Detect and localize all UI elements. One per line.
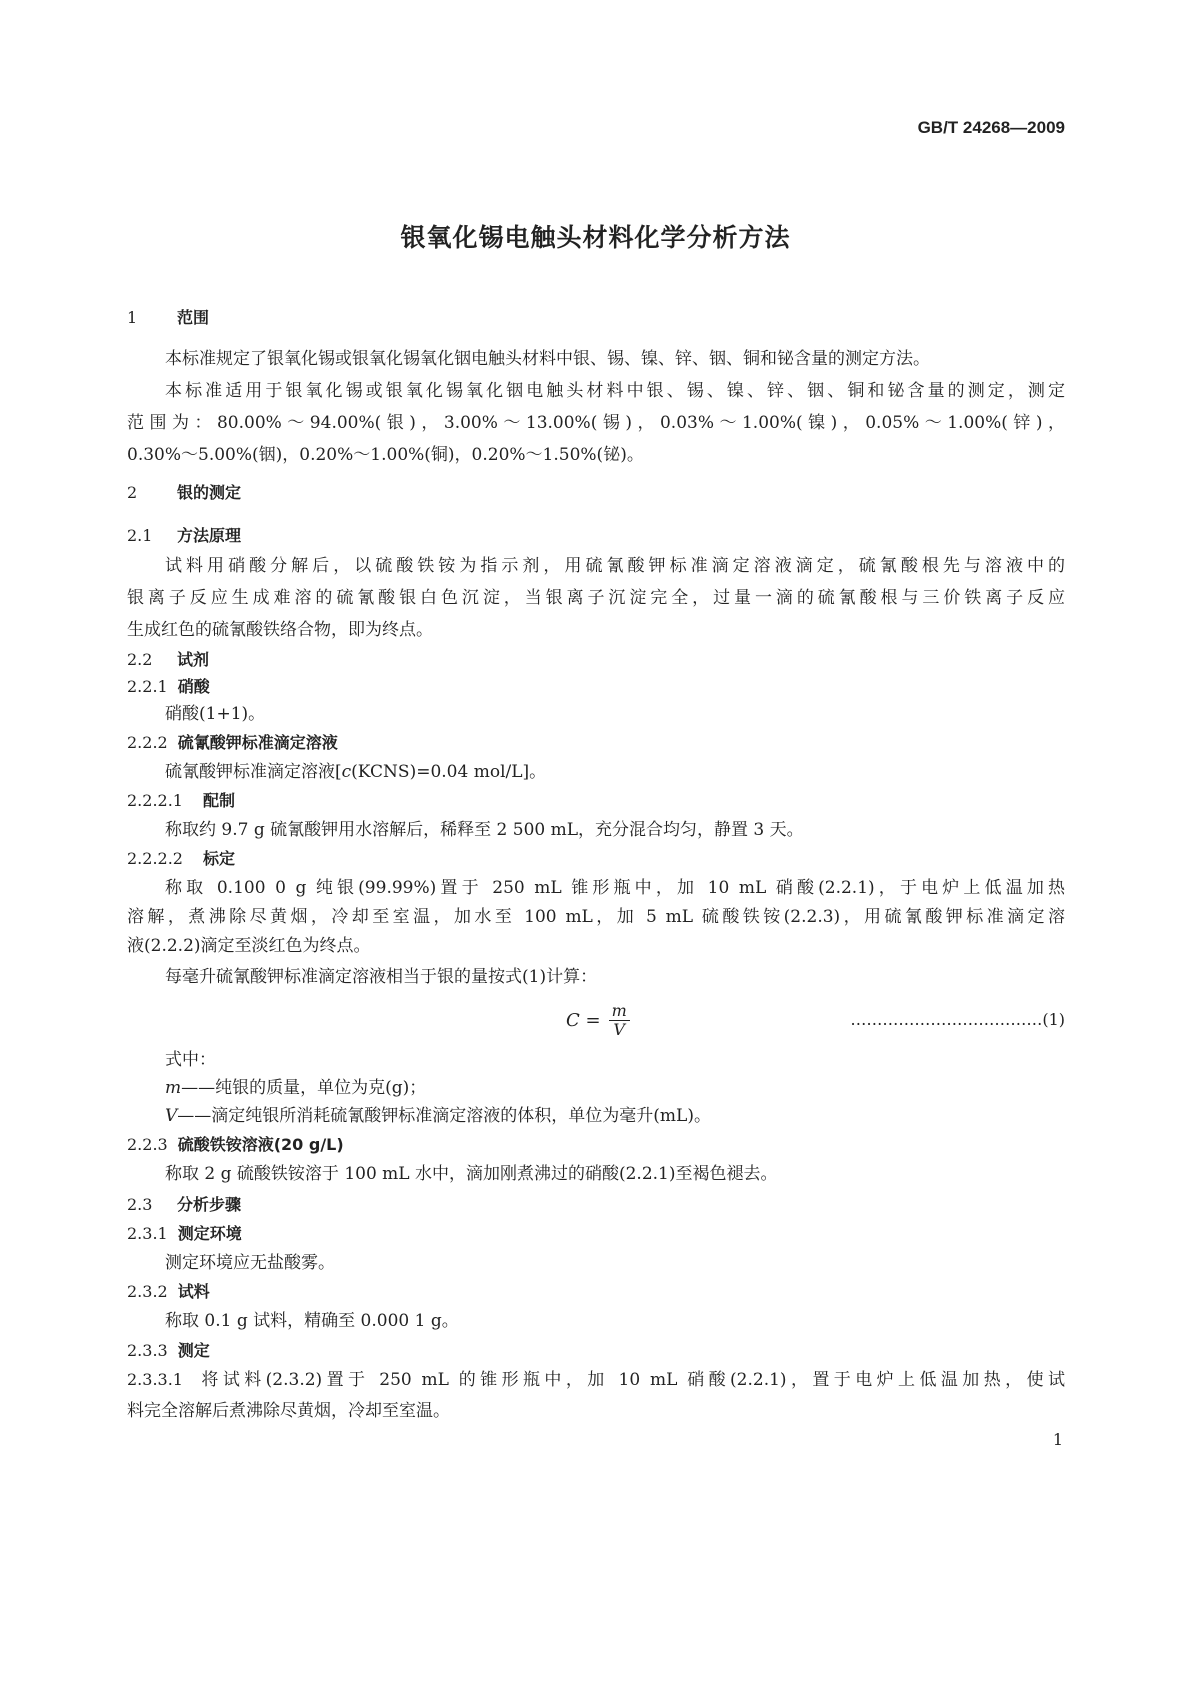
denominator: V xyxy=(613,1020,625,1039)
section-title: 范围 xyxy=(177,308,210,327)
section-number: 2.3.1 xyxy=(127,1224,168,1243)
paragraph xyxy=(165,761,1065,783)
section-number: 2 xyxy=(127,483,138,502)
section-title: 分析步骤 xyxy=(177,1195,242,1214)
section-number: 2.1 xyxy=(127,526,153,545)
section-2-3-heading xyxy=(127,1194,1065,1216)
section-number: 2.2.2 xyxy=(127,733,168,752)
section-number: 1 xyxy=(127,308,138,327)
section-title: 配制 xyxy=(203,791,236,810)
section-2-2-3-heading xyxy=(127,1134,1065,1156)
paragraph-line: 溶解，煮沸除尽黄烟，冷却至室温，加水至 100 mL，加 5 mL 硫酸铁铵(2.2.3)，用硫氰酸钾标准滴定溶 xyxy=(127,907,1065,927)
text: ——纯银的质量，单位为克(g)； xyxy=(181,1078,427,1098)
section-title: 测定 xyxy=(177,1341,210,1360)
section-title: 试料 xyxy=(177,1282,210,1301)
section-2-heading xyxy=(127,482,1065,504)
section-number: 2.3.3.1 xyxy=(127,1370,183,1389)
section-title: 标定 xyxy=(203,849,236,868)
formula-lhs: C = xyxy=(566,1010,601,1031)
section-2-2-2-1-heading xyxy=(127,790,1065,812)
symbol: m xyxy=(165,1078,182,1098)
paragraph: 测定环境应无盐酸雾。 xyxy=(165,1253,335,1273)
paragraph xyxy=(127,1369,1065,1391)
page-number: 1 xyxy=(1052,1430,1063,1449)
paragraph-line: 料完全溶解后煮沸除尽黄烟，冷却至室温。 xyxy=(127,1401,450,1421)
symbol: V xyxy=(165,1106,178,1126)
text: 硫氰酸钾标准滴定溶液[ xyxy=(165,762,342,782)
section-title: 硝酸 xyxy=(177,677,210,696)
where-label: 式中： xyxy=(165,1050,216,1070)
paragraph: 称取约 9.7 g 硫氰酸钾用水溶解后，稀释至 2 500 mL，充分混合均匀，静置 3 天。 xyxy=(165,820,804,840)
section-2-2-2-2-heading xyxy=(127,848,1065,870)
paragraph: 称取 0.1 g 试料，精确至 0.000 1 g。 xyxy=(165,1311,459,1331)
fraction xyxy=(609,1002,630,1039)
section-number: 2.2.2.2 xyxy=(127,849,183,868)
section-2-1-heading xyxy=(127,525,1065,547)
formula xyxy=(566,1002,630,1039)
section-number: 2.2.2.1 xyxy=(127,791,183,810)
paragraph: 称取 2 g 硫酸铁铵溶于 100 mL 水中，滴加刚煮沸过的硝酸(2.2.1)至褐色褪去。 xyxy=(165,1164,778,1184)
paragraph-line: 液(2.2.2)滴定至淡红色为终点。 xyxy=(127,936,371,956)
section-title: 硫酸铁铵溶液(20 g/L) xyxy=(177,1135,344,1154)
numerator: m xyxy=(609,1002,630,1021)
section-number: 2.2.3 xyxy=(127,1135,168,1154)
paragraph-line: 0.30%～5.00%(铟)，0.20%～1.00%(铜)，0.20%～1.50%(铋)。 xyxy=(127,445,644,465)
paragraph: 本标准适用于银氧化锡或银氧化锡氧化铟电触头材料中银、锡、镍、锌、铟、铜和铋含量的测定，测定 xyxy=(165,381,1065,401)
paragraph: 硝酸(1+1)。 xyxy=(165,704,266,724)
paragraph: 称取 0.100 0 g 纯银(99.99%)置于 250 mL 锥形瓶中，加 10 mL 硝酸(2.2.1)，于电炉上低温加热 xyxy=(165,878,1065,898)
section-number: 2.3.2 xyxy=(127,1282,168,1301)
section-2-3-1-heading xyxy=(127,1223,1065,1245)
section-number: 2.2 xyxy=(127,650,153,669)
text: 将试料(2.3.2)置于 250 mL 的锥形瓶中，加 10 mL 硝酸(2.2.1)，置于电炉上低温加热，使试 xyxy=(196,1370,1065,1390)
section-2-2-heading xyxy=(127,649,1065,671)
section-2-3-3-heading xyxy=(127,1340,1065,1362)
section-2-2-1-heading xyxy=(127,676,1065,698)
section-number: 2.3.3 xyxy=(127,1341,168,1360)
paragraph-line: 生成红色的硫氰酸铁络合物，即为终点。 xyxy=(127,620,433,640)
paragraph-line: 银离子反应生成难溶的硫氰酸银白色沉淀，当银离子沉淀完全，过量一滴的硫氰酸根与三价铁离子反应 xyxy=(127,588,1065,608)
variable-definition xyxy=(165,1077,1065,1099)
paragraph: 本标准规定了银氧化锡或银氧化锡氧化铟电触头材料中银、锡、镍、锌、铟、铜和铋含量的测定方法。 xyxy=(165,349,930,369)
section-2-3-2-heading xyxy=(127,1281,1065,1303)
paragraph: 每毫升硫氰酸钾标准滴定溶液相当于银的量按式(1)计算： xyxy=(165,967,598,987)
text: (KCNS)=0.04 mol/L]。 xyxy=(351,762,547,782)
section-title: 测定环境 xyxy=(177,1224,242,1243)
section-title: 方法原理 xyxy=(177,526,242,545)
section-title: 试剂 xyxy=(177,650,210,669)
symbol: c xyxy=(341,762,352,782)
paragraph: 试料用硝酸分解后，以硫酸铁铵为指示剂，用硫氰酸钾标准滴定溶液滴定，硫氰酸根先与溶液中的 xyxy=(165,556,1065,576)
section-number: 2.3 xyxy=(127,1195,153,1214)
equation-number: ………………………………(1) xyxy=(850,1010,1065,1029)
variable-definition xyxy=(165,1105,1065,1127)
section-2-2-2-heading xyxy=(127,732,1065,754)
section-title: 硫氰酸钾标准滴定溶液 xyxy=(177,733,338,752)
section-title: 银的测定 xyxy=(177,483,242,502)
section-1-heading xyxy=(127,307,1065,329)
document-title: 银氧化锡电触头材料化学分析方法 xyxy=(400,223,791,252)
paragraph-line: 范围为：80.00%～94.00%(银)，3.00%～13.00%(锡)，0.03%～1.00%(镍)，0.05%～1.00%(锌)， xyxy=(127,413,1065,433)
standard-number: GB/T 24268—2009 xyxy=(917,118,1065,137)
section-number: 2.2.1 xyxy=(127,677,168,696)
text: ——滴定纯银所消耗硫氰酸钾标准滴定溶液的体积，单位为毫升(mL)。 xyxy=(177,1106,711,1126)
